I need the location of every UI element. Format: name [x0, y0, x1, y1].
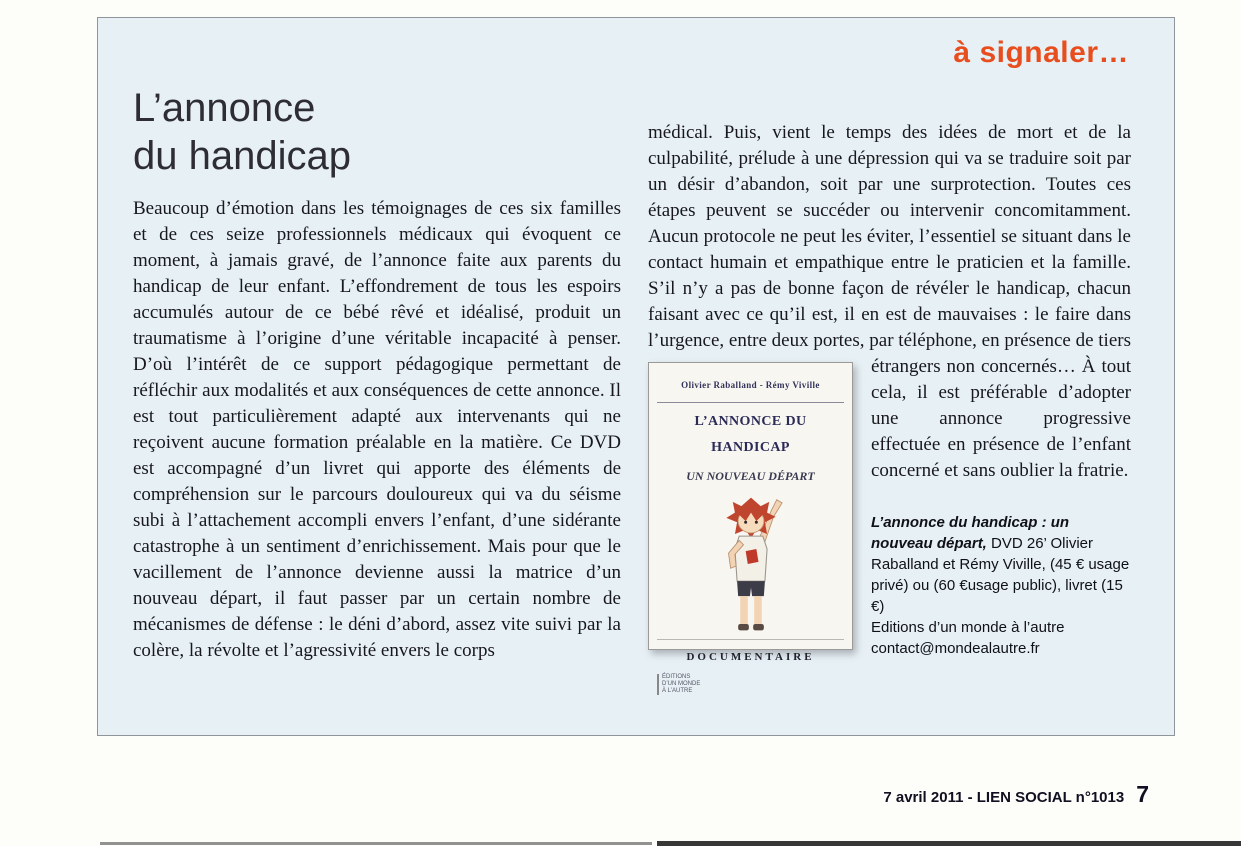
page-title	[133, 84, 351, 180]
article-wrap-text: cela, il est préférable d’adopter une annonce progressive effectuée en présence de l’enfant concerné et sans oublier la fratrie.	[871, 382, 1131, 481]
article-column-left: Beaucoup d’émotion dans les témoignages de ces six familles et de ces seize professionnels médicaux qui évoquent ce moment, à jamais gravé, de l’annonce faite aux parents du handicap de leur enfant. L’effondrement de tous les espoirs accumulés autour de ce bébé rêvé et idéalisé, produit un traumatisme à l’origine d’une véritable incapacité à penser. D’où l’intérêt de ce support pédagogique permettant de réfléchir aux modalités et aux conséquences de cette annonce. Il est tout particulièrement adapté aux intervenants qui ne reçoivent aucune formation préalable en la matière. Ce DVD est accompagné d’un livret qui apporte des éléments de compréhension sur le parcours douloureux qui va du séisme subi à l’attachement accompli envers l’enfant, d’une sidérante catastrophe à un sentiment d’enrichissement. Mais pour que le vacillement de l’annonce devienne aussi la matrice d’un nouveau départ, il faut passer par un certain nombre de mécanismes de défense : le déni d’abord, assez vite suivi par la colère, la révolte et l’agressivité envers le corps	[133, 198, 621, 661]
footer-page-number: 7	[1136, 781, 1149, 807]
dvd-cover-subtitle: UN NOUVEAU DÉPART	[686, 469, 815, 483]
dvd-publisher-line3: À L’AUTRE	[662, 688, 693, 694]
dvd-cover-authors: Olivier Raballand - Rémy Viville	[657, 372, 844, 403]
caption-title: L’annonce du handicap : un nouveau départ,	[871, 514, 1070, 552]
dvd-publisher-logo	[657, 674, 700, 695]
dvd-publisher-line1: ÉDITIONS	[662, 674, 691, 680]
footer-issue-info: 7 avril 2011 - LIEN SOCIAL n°1013	[883, 789, 1125, 806]
scan-artifact-right	[657, 841, 1241, 846]
caption-details: DVD 26’ Olivier Raballand et Rémy Viville, (45 € usage privé) ou (60 €usage public), livret (15 €)	[871, 535, 1130, 615]
article-column-right	[648, 120, 1131, 694]
dvd-cover-illustration	[657, 489, 844, 639]
dvd-cover	[648, 362, 853, 694]
dvd-cover-title: L’ANNONCE DU HANDICAP	[694, 414, 807, 455]
dvd-cover-genre: DOCUMENTAIRE	[657, 639, 844, 670]
page-title-line1: L’annonce	[133, 86, 316, 130]
section-label: à signaler…	[953, 36, 1129, 69]
caption-contact-email: contact@mondealautre.fr	[871, 640, 1040, 657]
dvd-cover-bottom-row	[657, 674, 844, 695]
page-title-line2: du handicap	[133, 134, 351, 178]
scan-artifact-left	[100, 842, 652, 845]
dvd-caption	[870, 512, 1131, 659]
page-footer	[883, 781, 1149, 808]
article-column-right-text: médical. Puis, vient le temps des idées de mort et de la culpabilité, prélude à une dépression qui va se traduire soit par un désir d’abandon, soit par une surprotection. Toutes ces étapes peuvent se succéder ou intervenir concomitamment. Aucun protocole ne peut les éviter, l’essentiel se situant dans le contact humain et empathique entre le praticien et la famille. S’il n’y a pas de bonne façon de révéler le handicap, chacun faisant avec ce qu’il est, il en est de mauvaises : le faire dans l’urgence, entre deux portes, par téléphone, en présence de tiers étrangers non concernés… À tout	[648, 122, 1131, 377]
dvd-publisher-line2: D’UN MONDE	[662, 681, 701, 687]
caption-publisher: Editions d’un monde à l’autre	[871, 619, 1065, 636]
